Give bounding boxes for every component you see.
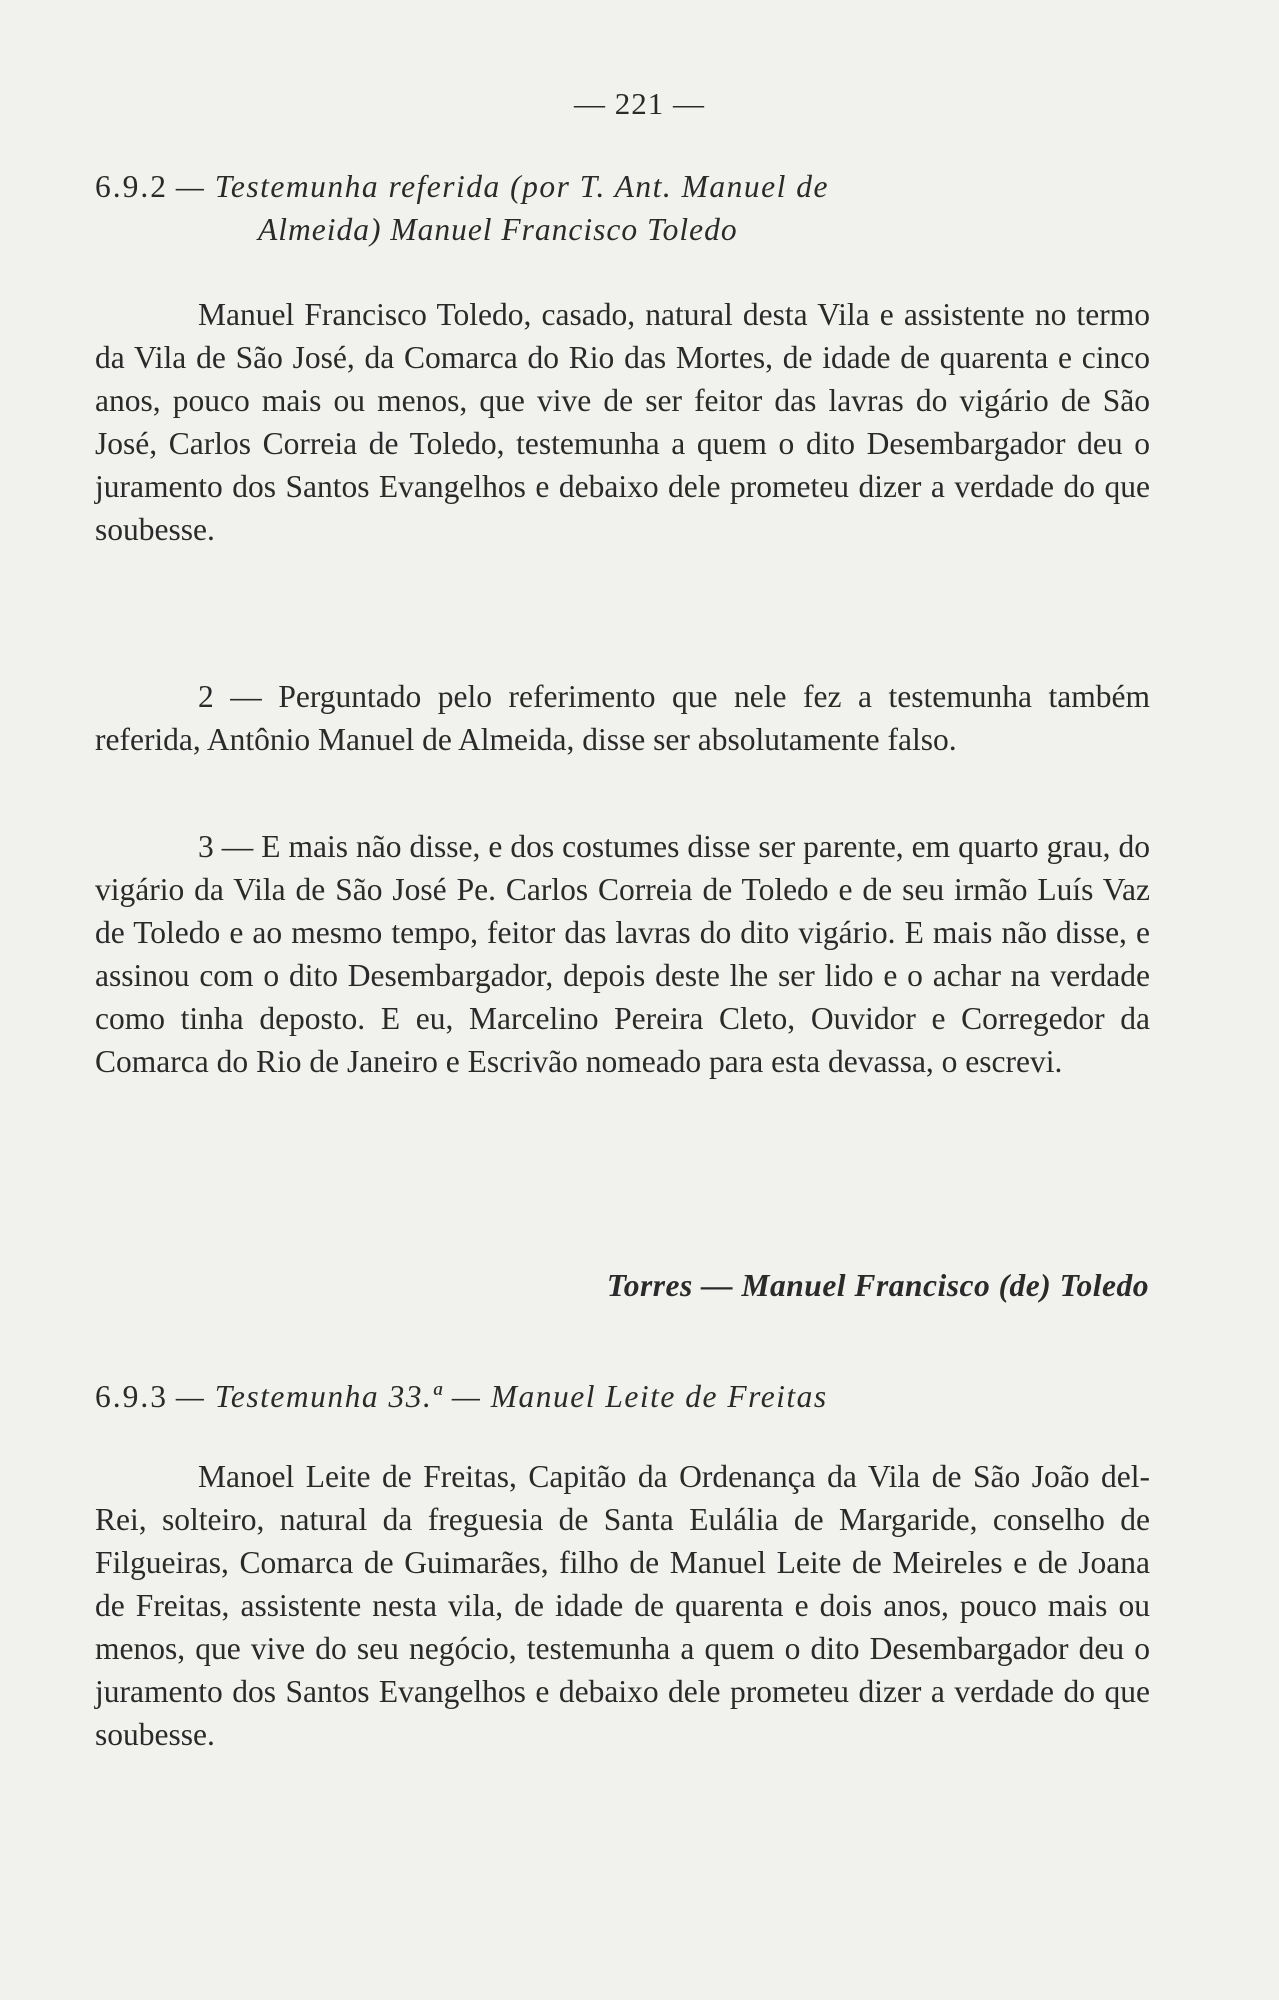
page-number: — 221 — (574, 86, 705, 121)
section-title: — Testemunha referida (por T. Ant. Manuel de (175, 169, 829, 204)
section-heading-6-9-3 (95, 1375, 1150, 1418)
paragraph-text: 3 — E mais não disse, e dos costumes disse ser parente, em quarto grau, do vigário da Vila de São José Pe. Carlos Correia de Toledo e de seu irmão Luís Vaz de Toledo e ao mesmo tempo, feitor das lavras do dito vigário. E mais não disse, e assinou com o dito Desembargador, depois deste lhe ser lido e o achar na verdade como tinha deposto. E eu, Marcelino Pereira Cleto, Ouvidor e Corregedor da Comarca do Rio de Janeiro e Escrivão nomeado para esta devassa, o escrevi. (95, 829, 1150, 1079)
paragraph-text: Manuel Francisco Toledo, casado, natural desta Vila e assistente no termo da Vila de São José, da Comarca do Rio das Mortes, de idade de quarenta e cinco anos, pouco mais ou menos, que vive de ser feitor das lavras do vigário de São José, Carlos Correia de Toledo, testemunha a quem o dito Desembargador deu o juramento dos Santos Evangelhos e debaixo dele prometeu dizer a verdade do que soubesse. (95, 297, 1150, 547)
section-number: 6.9.3 (95, 1379, 168, 1414)
paragraph-deposition-33 (95, 1455, 1150, 1756)
section-heading-6-9-2 (95, 165, 1150, 251)
paragraph-text: 2 — Perguntado pelo referimento que nele fez a testemunha também referida, Antônio Manuel de Almeida, disse ser absolutamente falso. (95, 679, 1150, 757)
section-title: — Testemunha 33.ª — Manuel Leite de Freitas (175, 1379, 828, 1414)
paragraph-question-2 (95, 675, 1150, 761)
signature-line: Torres — Manuel Francisco (de) Toledo (606, 1268, 1149, 1303)
paragraph-question-3 (95, 825, 1150, 1083)
section-number: 6.9.2 (95, 169, 168, 204)
paragraph-deposition-intro (95, 293, 1150, 551)
section-title-continuation: Almeida) Manuel Francisco Toledo (258, 212, 738, 247)
paragraph-text: Manoel Leite de Freitas, Capitão da Ordenança da Vila de São João del-Rei, solteiro, natural da freguesia de Santa Eulália de Margaride, conselho de Filgueiras, Comarca de Guimarães, filho de Manuel Leite de Meireles e de Joana de Freitas, assistente nesta vila, de idade de quarenta e dois anos, pouco mais ou menos, que vive do seu negócio, testemunha a quem o dito Desembargador deu o juramento dos Santos Evangelhos e debaixo dele prometeu dizer a verdade do que soubesse. (95, 1459, 1150, 1752)
